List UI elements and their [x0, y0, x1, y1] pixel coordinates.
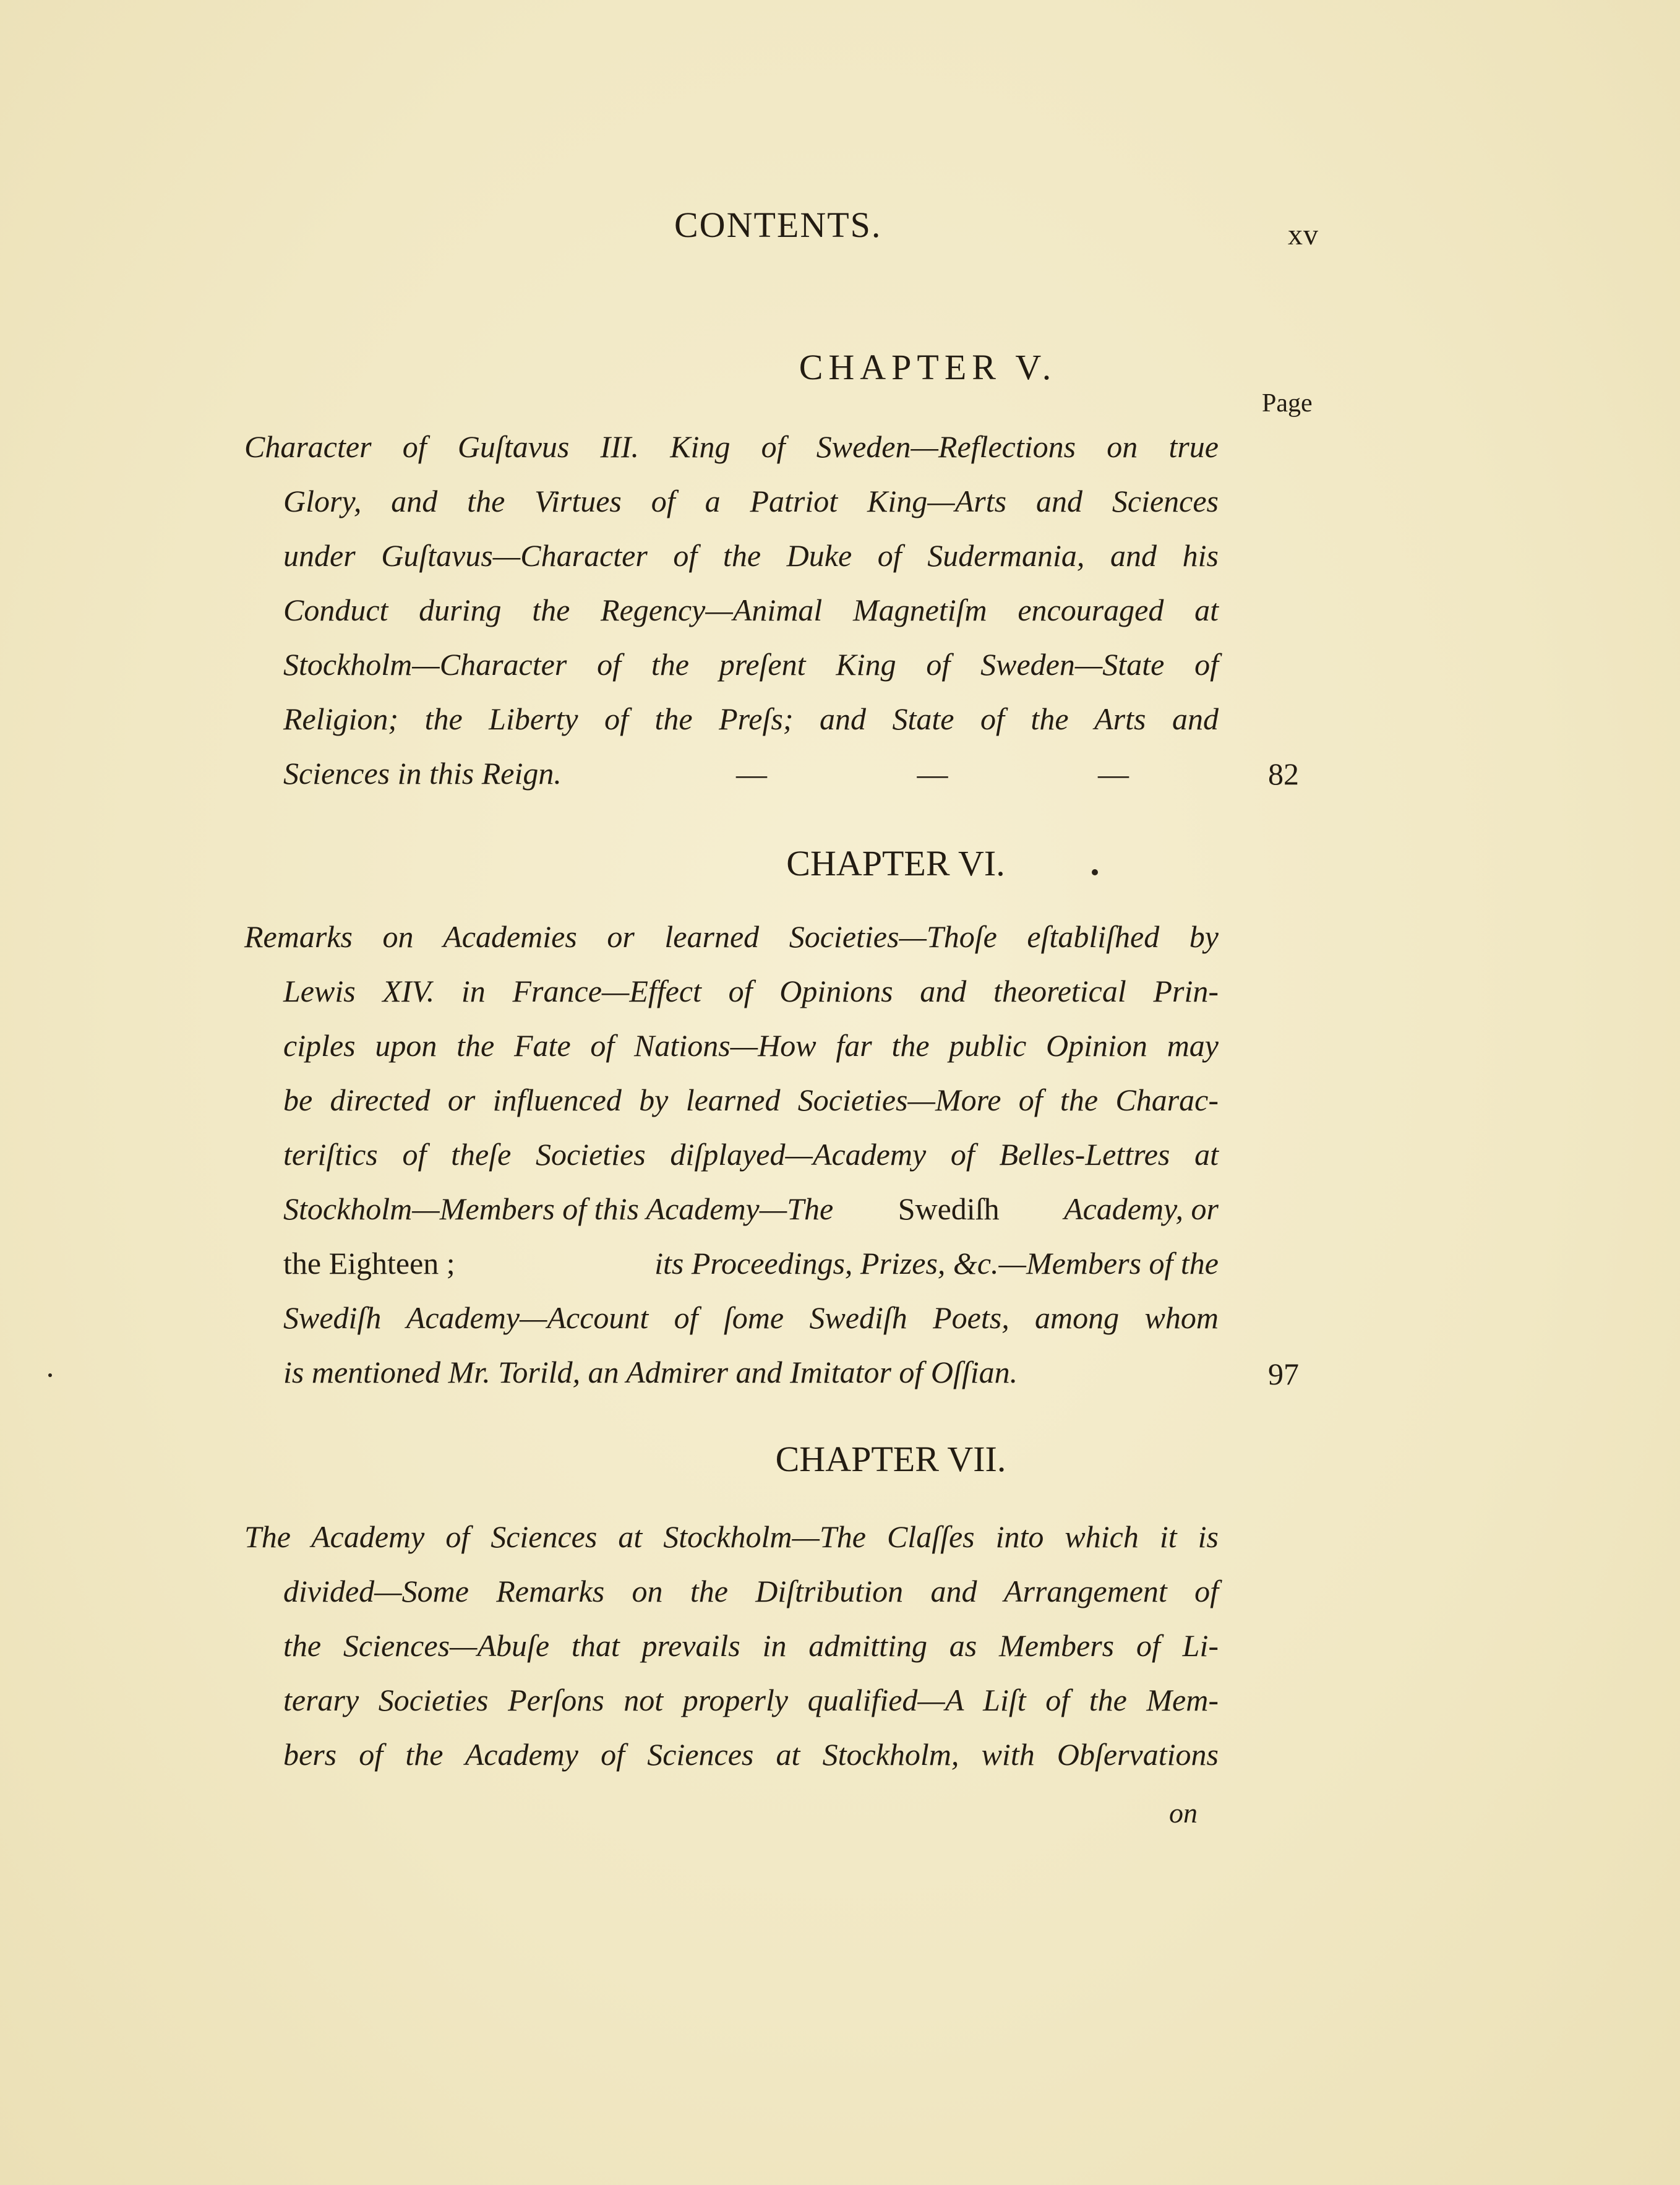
chapter-vi-line-6 [283, 1191, 1219, 1227]
chapter-v-line-6: Religion; the Liberty of the Preſs; and State of the Arts and [283, 702, 1219, 736]
leader-dashes: — — — [736, 757, 1129, 791]
chapter-vii-line-2: divided—Some Remarks on the Diſtribution and Arrangement of [283, 1574, 1219, 1608]
chapter-vi-line-7 [283, 1245, 1219, 1281]
chapter-vii-heading: CHAPTER VII. [775, 1439, 1006, 1479]
chapter-vi-line-4: be directed or influenced by learned Societies—More of the Charac- [283, 1083, 1219, 1117]
chapter-v-line-1: Character of Guſtavus III. King of Sweden—Reflections on true [244, 429, 1219, 464]
line-7-text-b: its Proceedings, Prizes, &c.—Members of the [654, 1246, 1219, 1281]
chapter-vi-line-3: ciples upon the Fate of Nations—How far the public Opinion may [283, 1028, 1219, 1063]
page-column-label: Page [1262, 389, 1313, 418]
page-number: xv [1288, 218, 1319, 251]
chapter-vi-line-8: Swediſh Academy—Account of ſome Swediſh Poets, among whom [283, 1300, 1219, 1335]
line-7-text-roman: the Eighteen ; [283, 1246, 455, 1281]
chapter-vi-heading: CHAPTER VI. [786, 843, 1005, 883]
chapter-v-line-2: Glory, and the Virtues of a Patriot King—Arts and Sciences [283, 484, 1219, 518]
chapter-v-line-7: Sciences in this Reign. [283, 756, 562, 791]
chapter-vii-line-4: terary Societies Perſons not properly qualified—A Liſt of the Mem- [283, 1683, 1219, 1717]
chapter-vi-line-2: Lewis XIV. in France—Effect of Opinions and theoretical Prin- [283, 974, 1219, 1008]
line-6-text-a: Stockholm—Members of this Academy—The [283, 1191, 834, 1226]
chapter-vi-line-1: Remarks on Academies or learned Societies—Thoſe eſtabliſhed by [244, 919, 1219, 954]
chapter-v-line-5: Stockholm—Character of the preſent King of Sweden—State of [283, 647, 1219, 682]
chapter-vii-line-1: The Academy of Sciences at Stockholm—The Claſſes into which it is [244, 1519, 1219, 1554]
ink-speck [1092, 869, 1098, 875]
chapter-vii-line-3: the Sciences—Abuſe that prevails in admitting as Members of Li- [283, 1628, 1219, 1663]
catchword: on [1169, 1797, 1198, 1829]
chapter-v-heading: CHAPTER V. [799, 347, 1057, 387]
chapter-v-page-ref: 82 [1268, 757, 1299, 791]
chapter-v-line-3: under Guſtavus—Character of the Duke of Sudermania, and his [283, 538, 1219, 573]
running-title: CONTENTS. [674, 205, 882, 245]
chapter-vii-line-5: bers of the Academy of Sciences at Stockholm, with Obſervations [283, 1737, 1219, 1772]
line-6-text-b: Academy, or [1064, 1191, 1219, 1226]
line-6-text-roman: Swediſh [898, 1191, 1000, 1226]
chapter-vi-line-5: teriſtics of theſe Societies diſplayed—Academy of Belles-Lettres at [283, 1137, 1219, 1172]
chapter-vi-page-ref: 97 [1268, 1357, 1299, 1391]
ink-speck [48, 1373, 52, 1377]
chapter-vi-line-9: is mentioned Mr. Torild, an Admirer and Imitator of Oſſian. [283, 1355, 1018, 1389]
chapter-v-line-4: Conduct during the Regency—Animal Magnetiſm encouraged at [283, 593, 1219, 627]
